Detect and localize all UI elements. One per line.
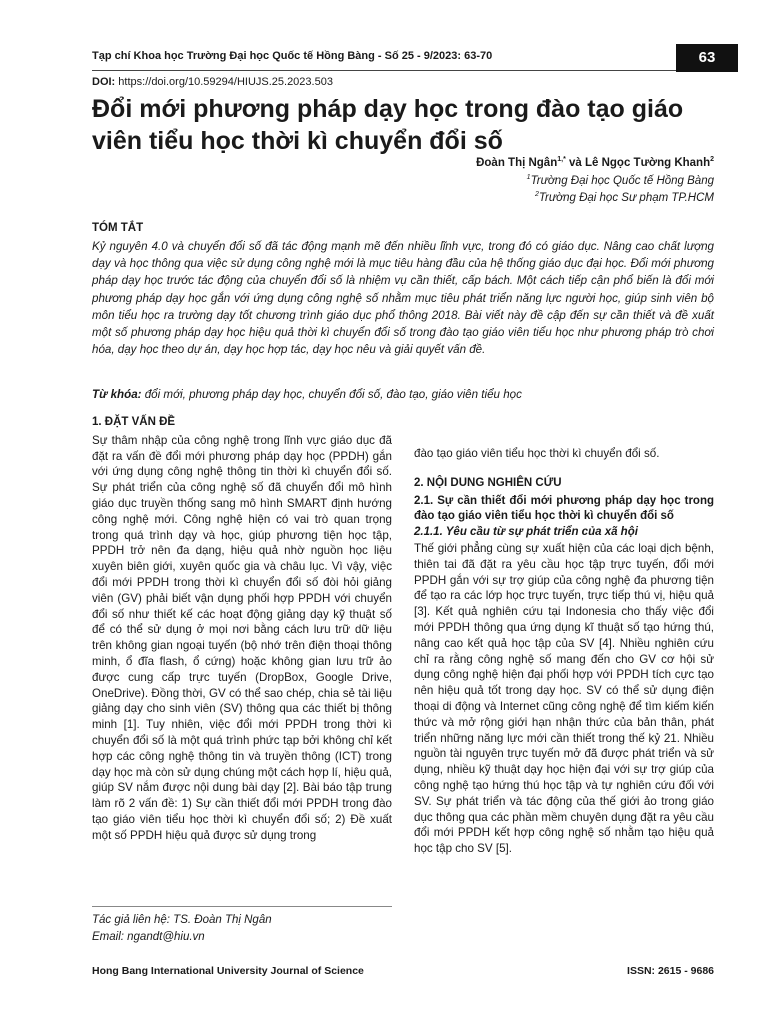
left-column xyxy=(92,403,392,844)
right-column xyxy=(414,446,714,857)
footnote-divider xyxy=(92,906,392,907)
author-line xyxy=(476,156,714,169)
journal-header: Tạp chí Khoa học Trường Đại học Quốc tế Hồng Bàng - Số 25 - 9/2023: 63-70 xyxy=(92,50,493,62)
abstract-heading: TÓM TẮT xyxy=(92,222,144,234)
section-1-continuation: đào tạo giáo viên tiểu học thời kì chuyển đổi số. xyxy=(414,447,660,460)
keywords-value: đổi mới, phương pháp dạy học, chuyển đổi số, đào tạo, giáo viên tiểu học xyxy=(144,388,522,401)
section-2-1-1-text: Thế giới phẳng cùng sự xuất hiện của các loại dịch bệnh, thiên tai đã đặt ra yêu cầu học tập trực tuyến, đổi mới PPDH gắn với sự trợ giúp của công nghệ đa phương tiện để tạo ra các lớp học trực tuyến, trực tiếp thú vị, hiệu quả [3]. Kết quả nghiên cứu tại Indonesia cho thấy việc đổi mới PPDH thông qua ứng dụng kĩ thuật số tạo hứng thú, nâng cao kết quả học tập của SV [4]. Nhiều nghiên cứu chỉ ra rằng công nghệ số mang đến cho GV cơ hội sử dụng công nghệ hiện đại phối hợp với PPDH tích cực tạo nên hiệu quả tốt trong dạy học. SV có thể sử dụng điện thoại di động và Internet cũng công nghệ để tìm kiếm kiến thức và mở rộng giới hạn nhận thức của bản thân, phát triển những năng lực mới cần thiết trong thế kỷ 21. Nhiều nguồn tài nguyên trực tuyến mở đã được phát triển và sử dụng, nhiều kỹ thuật dạy học hiện đại với sự trợ giúp của công nghệ tạo hứng thú học tập và tự nghiên cứu đối với SV. Sự phát triển và tác động của thế giới ảo trong giáo dục thông qua các phần mềm chuyên dụng đặt ra yêu cầu đổi mới PPDH kết hợp công nghệ số nhằm tạo hiệu quả học tập cho SV [5]. xyxy=(414,541,714,856)
author-1: Đoàn Thị Ngân xyxy=(476,156,558,169)
affiliation-1-sup: 1 xyxy=(526,174,531,181)
affiliation-2-sup: 2 xyxy=(534,191,539,198)
keywords-label: Từ khóa: xyxy=(92,388,142,401)
doi-link[interactable]: https://doi.org/10.59294/HIUJS.25.2023.503 xyxy=(118,76,333,88)
section-1-text: Sự thâm nhập của công nghệ trong lĩnh vực giáo dục đã đặt ra vấn đề đổi mới phương pháp dạy học (PPDH) gắn với ứng dụng công nghệ thông tin thời kì chuyển đổi số. Sự phát triển của công nghệ số đã chuyển đổi mô hình giáo dục truyền thống sang mô hình SMART định hướng công nghệ mới. Công nghệ hiện có vai trò quan trọng trong quá trình dạy và học, giúp phương tiện học tập, PPDH trở nên đa dạng, hiệu quả nhờ nguồn học liệu xuyên biên giới, xuyên quốc gia và châu lục. Vì vậy, việc đổi mới PPDH trong thời kì chuyển đổi số đòi hỏi giảng viên (GV) phải biết vận dụng phối hợp PPDH với chuyển đổi số như thiết kế các hoạt động giảng dạy kỹ thuật số để có thể sử dụng ở mọi nơi bằng cách lưu trữ dữ liệu trên không gian ngoại tuyến (bộ nhớ trên điện thoại thông minh, ổ đĩa flash, ổ cứng) hoặc không gian lưu trữ ảo được cung cấp trực tuyến (DropBox, Google Drive, OneDrive). Đồng thời, GV có thể sao chép, chia sẻ tài liệu giảng dạy cho sinh viên (SV) thông qua các thiết bị thông minh [1]. Tuy nhiên, việc đổi mới PPDH trong thời kì chuyển đổi số là một quá trình phức tạp bởi không chỉ kết hợp các công nghệ thông tin và truyền thông (ICT) trong dạy học mà còn sử dụng chúng một cách hợp lí, hiệu quả, giúp SV nắm được nội dung bài dạy [2]. Bài báo tập trung làm rõ 2 vấn đề: 1) Sự cần thiết đổi mới PPDH trong đào tạo giáo viên tiểu học thời kì chuyển đổi số; 2) Đề xuất một số PPDH hiệu quả được sử dụng trong xyxy=(92,433,392,842)
footer-journal: Hong Bang International University Journal of Science xyxy=(92,965,364,977)
corresponding-author: Tác giả liên hệ: TS. Đoàn Thị Ngân xyxy=(92,914,272,926)
author-2: Lê Ngọc Tường Khanh xyxy=(584,156,711,169)
author-joiner: và xyxy=(565,156,585,169)
keywords-line xyxy=(92,388,714,401)
corresponding-email: Email: ngandt@hiu.vn xyxy=(92,931,205,943)
footer-issn: ISSN: 2615 - 9686 xyxy=(627,965,714,977)
author-1-sup: 1,* xyxy=(557,156,566,163)
section-2-1-1-heading: 2.1.1. Yêu cầu từ sự phát triển của xã hội xyxy=(414,526,638,539)
affiliation-1-text: Trường Đại học Quốc tế Hồng Bàng xyxy=(530,174,714,187)
page-number-badge: 63 xyxy=(676,44,738,72)
header-divider xyxy=(92,70,676,71)
doi-line xyxy=(92,76,333,88)
affiliation-1 xyxy=(527,174,714,187)
doi-label: DOI: xyxy=(92,76,116,88)
article-title: Đổi mới phương pháp dạy học trong đào tạo giáo viên tiểu học thời kì chuyển đổi số xyxy=(92,95,684,155)
author-2-sup: 2 xyxy=(710,156,714,163)
abstract-text: Kỷ nguyên 4.0 và chuyển đổi số đã tác động mạnh mẽ đến nhiều lĩnh vực, trong đó có giáo dục. Nâng cao chất lượng dạy và học thông qua việc sử dụng công nghệ mới là mục tiêu hàng đầu của hệ thống giáo dục đại học. Đổi mới phương pháp dạy học trước tác động của chuyển đổi số là nhiệm vụ cần thiết, cấp bách. Một cách tiếp cận phổ biến là đổi mới phương pháp dạy học gắn với ứng dụng công nghệ số nhằm mục tiêu phát triển năng lực người học, giúp sinh viên bộ môn tiểu học ra trường dạy tốt chương trình giáo dục phổ thông 2018. Bài viết này đề cập đến sự cần thiết và đề xuất một số phương pháp dạy học hiệu quả thời kì chuyển đổi số trong đào tạo giáo viên tiểu học như phương pháp trò chơi hóa, dạy học theo dự án, dạy học hợp tác, dạy học nêu và giải quyết vấn đề. xyxy=(92,240,714,357)
affiliation-2 xyxy=(535,191,714,204)
corresponding-author-note xyxy=(92,912,272,946)
section-1-heading: 1. ĐẶT VẤN ĐỀ xyxy=(92,416,176,428)
section-2-heading: 2. NỘI DUNG NGHIÊN CỨU xyxy=(414,476,562,489)
section-2-1-heading: 2.1. Sự cần thiết đổi mới phương pháp dạy học trong đào tạo giáo viên tiểu học thời kì chuyển đổi số xyxy=(414,494,714,523)
affiliation-2-text: Trường Đại học Sư phạm TP.HCM xyxy=(538,191,714,204)
